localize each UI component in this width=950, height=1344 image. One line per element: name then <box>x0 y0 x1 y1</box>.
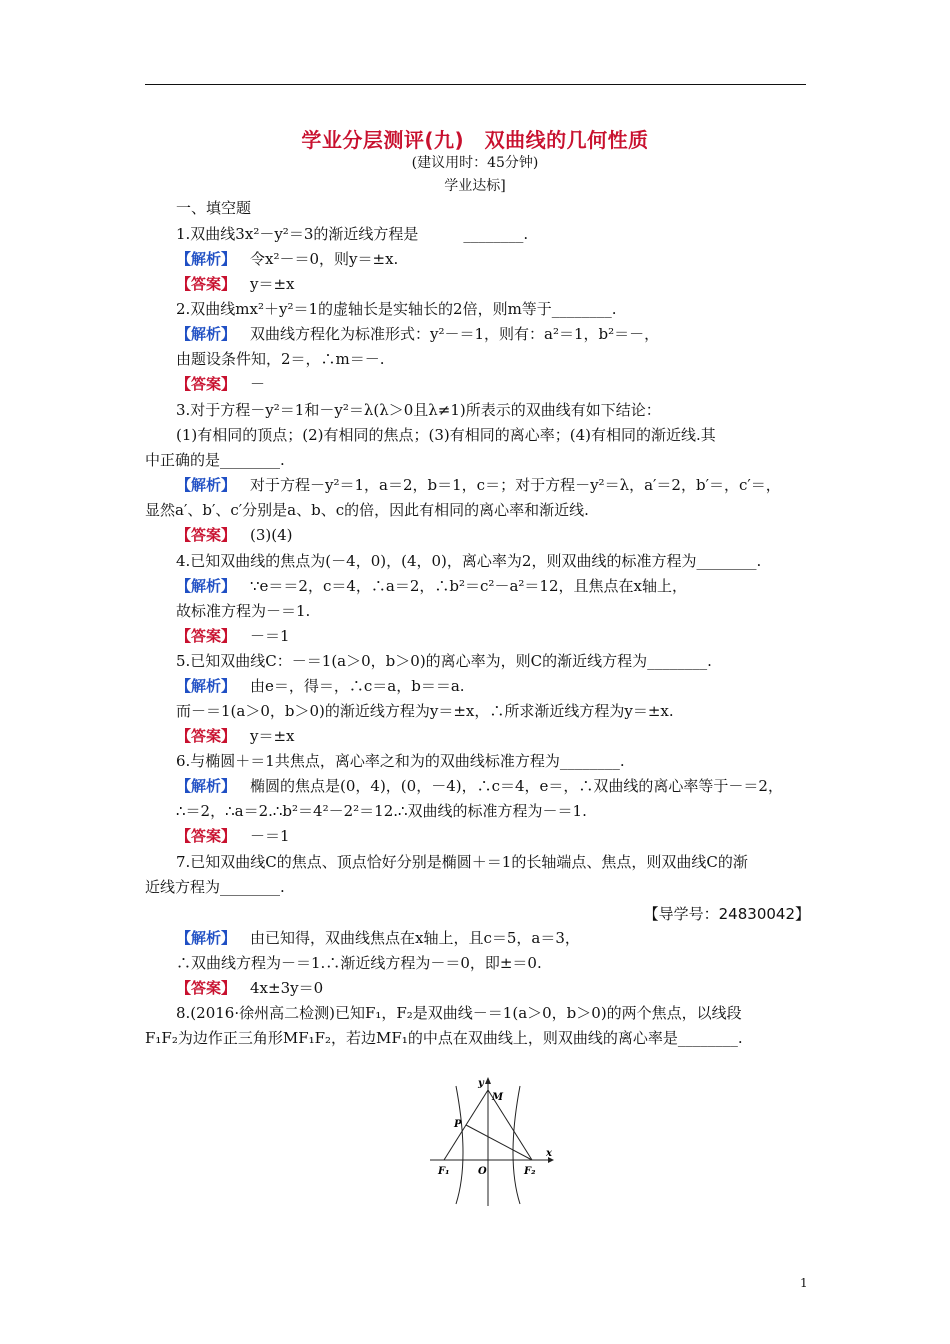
q2-answer <box>176 374 265 394</box>
q4-text: 4.已知双曲线的焦点为(－4，0)，(4，0)，离心率为2，则双曲线的标准方程为________. <box>176 552 762 570</box>
q8-text: 8.(2016·徐州高二检测)已知F₁，F₂是双曲线－＝1(a＞0，b＞0)的两个焦点，以线段 <box>176 1004 742 1022</box>
label-f1: F₁ <box>438 1166 450 1177</box>
answer-label: 【答案】 <box>176 727 237 745</box>
header-rule <box>145 84 806 85</box>
q3-analysis <box>176 475 781 495</box>
q6-analysis-cont: ∴＝2，∴a＝2.∴b²＝4²－2²＝12.∴双曲线的标准方程为－＝1. <box>176 802 587 820</box>
label-f2: F₂ <box>524 1166 536 1177</box>
page-number: 1 <box>800 1276 808 1290</box>
y-axis-arrow <box>485 1077 491 1084</box>
segment-pf2 <box>466 1125 532 1160</box>
q1-text: 1.双曲线3x²－y²＝3的渐近线方程是 ________. <box>176 225 529 243</box>
q3-text: 3.对于方程－y²＝1和－y²＝λ(λ＞0且λ≠1)所表示的双曲线有如下结论： <box>176 401 661 419</box>
q7-text: 7.已知双曲线C的焦点、顶点恰好分别是椭圆＋＝1的长轴端点、焦点，则双曲线C的渐 <box>176 853 748 871</box>
q7-analysis-cont: ∴双曲线方程为－＝1.∴渐近线方程为－＝0，即±＝0. <box>176 954 542 972</box>
label-m: M <box>492 1092 504 1103</box>
answer-label: 【答案】 <box>176 979 237 997</box>
q5-analysis-cont: 而－＝1(a＞0，b＞0)的渐近线方程为y＝±x，∴所求渐近线方程为y＝±x. <box>176 702 674 720</box>
q5-answer-text: y＝±x <box>250 727 295 745</box>
hyperbola-right-branch <box>513 1086 520 1204</box>
q4-analysis-text: ∵e＝＝2，c＝4，∴a＝2，∴b²＝c²－a²＝12，且焦点在x轴上， <box>250 577 687 595</box>
q7-text-cont: 近线方程为________. <box>145 878 285 896</box>
answer-label: 【答案】 <box>176 627 237 645</box>
analysis-label: 【解析】 <box>176 250 237 268</box>
q2-answer-text: － <box>250 375 266 393</box>
level-heading: 学业达标] <box>444 178 506 194</box>
q2-analysis-cont: 由题设条件知，2＝，∴m＝－. <box>176 350 385 368</box>
q3-answer <box>176 525 293 545</box>
q1-analysis-text: 令x²－＝0，则y＝±x. <box>250 250 399 268</box>
analysis-label: 【解析】 <box>176 577 237 595</box>
page-subtitle: (建议用时：45分钟) <box>411 155 539 171</box>
q1-answer-text: y＝±x <box>250 275 295 293</box>
q6-analysis <box>176 776 783 796</box>
q5-analysis-text: 由e＝，得＝，∴c＝a，b＝＝a. <box>250 677 465 695</box>
q3-analysis-cont: 显然a′、b′、c′分别是a、b、c的倍，因此有相同的离心率和渐近线. <box>145 501 589 519</box>
q4-analysis <box>176 576 687 596</box>
answer-label: 【答案】 <box>176 375 237 393</box>
q7-answer-text: 4x±3y＝0 <box>250 979 324 997</box>
analysis-label: 【解析】 <box>176 476 237 494</box>
q8-text-cont: F₁F₂为边作正三角形MF₁F₂，若边MF₁的中点在双曲线上，则双曲线的离心率是________. <box>145 1029 743 1047</box>
q7-answer <box>176 978 323 998</box>
analysis-label: 【解析】 <box>176 929 237 947</box>
analysis-label: 【解析】 <box>176 777 237 795</box>
label-y: y <box>478 1078 484 1089</box>
q7-analysis-text: 由已知得，双曲线焦点在x轴上，且c＝5，a＝3， <box>250 929 580 947</box>
q6-answer <box>176 826 290 846</box>
q5-answer <box>176 726 295 746</box>
answer-label: 【答案】 <box>176 275 237 293</box>
q5-text: 5.已知双曲线C：－＝1(a＞0，b＞0)的离心率为，则C的渐近线方程为________. <box>176 652 712 670</box>
q2-analysis <box>176 324 659 344</box>
q1-analysis <box>176 249 398 269</box>
q6-answer-text: －＝1 <box>250 827 290 845</box>
guide-number: 【导学号：24830042】 <box>643 905 810 923</box>
q6-analysis-text: 椭圆的焦点是(0，4)，(0，－4)，∴c＝4，e＝，∴双曲线的离心率等于－＝2， <box>250 777 783 795</box>
q3-text-cont2: 中正确的是________. <box>145 451 285 469</box>
q4-answer-text: －＝1 <box>250 627 290 645</box>
q1-answer <box>176 274 295 294</box>
label-x: x <box>546 1148 552 1159</box>
page-title: 学业分层测评(九) 双曲线的几何性质 <box>301 128 649 152</box>
q3-text-cont: (1)有相同的顶点；(2)有相同的焦点；(3)有相同的离心率；(4)有相同的渐近线.其 <box>176 426 716 444</box>
label-p: P <box>454 1119 462 1130</box>
q4-analysis-cont: 故标准方程为－＝1. <box>176 602 311 620</box>
hyperbola-figure <box>420 1074 560 1210</box>
q3-analysis-text: 对于方程－y²＝1，a＝2，b＝1，c＝；对于方程－y²＝λ，a′＝2，b′＝，c′＝， <box>250 476 781 494</box>
analysis-label: 【解析】 <box>176 677 237 695</box>
answer-label: 【答案】 <box>176 526 237 544</box>
analysis-label: 【解析】 <box>176 325 237 343</box>
q5-analysis <box>176 676 465 696</box>
q7-analysis <box>176 928 580 948</box>
q6-text: 6.与椭圆＋＝1共焦点，离心率之和为的双曲线标准方程为________. <box>176 752 625 770</box>
answer-label: 【答案】 <box>176 827 237 845</box>
q2-analysis-text: 双曲线方程化为标准形式：y²－＝1，则有：a²＝1，b²＝－， <box>250 325 660 343</box>
q2-text: 2.双曲线mx²＋y²＝1的虚轴长是实轴长的2倍，则m等于________. <box>176 300 617 318</box>
q4-answer <box>176 626 290 646</box>
section-heading: 一、填空题 <box>176 199 252 217</box>
q3-answer-text: (3)(4) <box>250 526 293 544</box>
hyperbola-left-branch <box>456 1086 463 1204</box>
label-o: O <box>478 1166 487 1177</box>
